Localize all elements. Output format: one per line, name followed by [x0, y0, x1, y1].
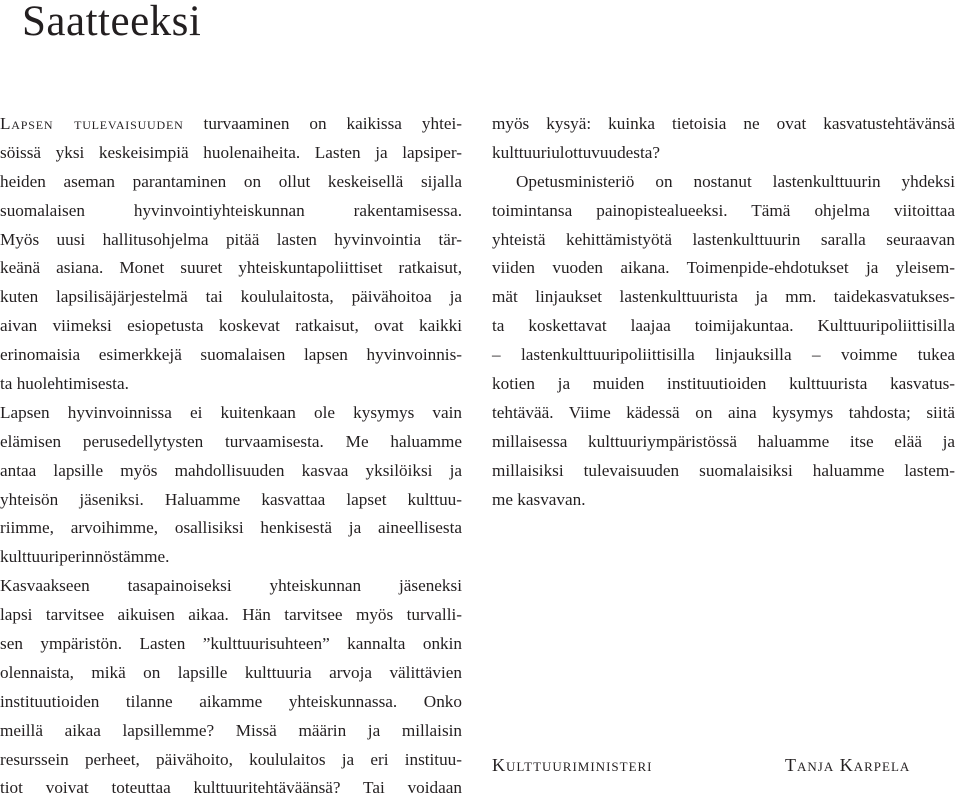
text-line: elämisen perusedellytysten turvaamisesta. Me haluamme — [0, 431, 462, 451]
text-line: Myös uusi hallitusohjelma pitää lasten hyvinvointia tär- — [0, 229, 462, 249]
text-line: heiden aseman parantaminen on ollut keskeisellä sijalla — [0, 171, 462, 191]
text-line: resurssein perheet, päivähoito, koululaitos ja eri instituu- — [0, 749, 462, 769]
text-line: kuten lapsilisäjärjestelmä tai koululaitosta, päivähoitoa ja — [0, 287, 462, 307]
text-line: Kasvaakseen tasapainoiseksi yhteiskunnan jäseneksi — [0, 576, 462, 596]
text-line: Opetusministeriö on nostanut lastenkulttuurin yhdeksi — [516, 171, 955, 191]
text-line: kotien ja muiden instituutioiden kulttuurista kasvatus- — [492, 374, 955, 394]
page-title: Saatteeksi — [22, 0, 202, 45]
text-line: meillä aikaa lapsillemme? Missä määrin ja millaisin — [0, 720, 462, 740]
text-line-rest: turvaaminen on kaikissa yhtei- — [183, 114, 462, 133]
text-line: tiot voivat toteuttaa kulttuuritehtäväänsä? Tai voidaan — [0, 778, 462, 798]
text-line: ta koskettavat laajaa toimijakuntaa. Kulttuuripoliittisilla — [492, 316, 955, 336]
text-line: tehtävää. Viime kädessä on aina kysymys tahdosta; siitä — [492, 402, 955, 422]
text-line: keänä asiana. Monet suuret yhteiskuntapoliittiset ratkaisut, — [0, 258, 462, 278]
text-line: aivan viimeksi esiopetusta koskevat ratkaisut, ovat kaikki — [0, 316, 462, 336]
text-line: yhteisön jäseniksi. Haluamme kasvattaa lapset kulttuu- — [0, 489, 462, 509]
lead-small-caps: Lapsen tulevaisuuden — [0, 114, 184, 133]
text-line: kulttuuriperinnöstämme. — [0, 547, 170, 567]
text-line: suomalaisen hyvinvointiyhteiskunnan rakentamisessa. — [0, 200, 462, 220]
text-line: viiden vuoden aikana. Toimenpide-ehdotukset ja yleisem- — [492, 258, 955, 278]
signature-role: Kulttuuriministeri — [492, 755, 653, 775]
text-line: antaa lapsille myös mahdollisuuden kasvaa yksilöiksi ja — [0, 460, 462, 480]
text-line: yhteistä kehittämistyötä lastenkulttuurin saralla seuraavan — [492, 229, 955, 249]
text-line: toimintansa painopistealueeksi. Tämä ohjelma viitoittaa — [492, 200, 955, 220]
text-line: olennaista, mikä on lapsille kulttuuria arvoja välittävien — [0, 662, 462, 682]
text-line: kulttuuriulottuvuudesta? — [492, 142, 661, 162]
text-line: mät linjaukset lastenkulttuurista ja mm. taidekasvatukses- — [492, 287, 955, 307]
text-line: millaisiksi tulevaisuuden suomalaisiksi haluamme lastem- — [492, 460, 955, 480]
text-line: sen ympäristön. Lasten ”kulttuurisuhteen” kannalta onkin — [0, 634, 462, 654]
signature-name: Tanja Karpela — [785, 755, 911, 775]
text-line: riimme, arvoihimme, osallisiksi henkisestä ja aineellisesta — [0, 518, 462, 538]
right-column — [492, 110, 955, 514]
text-line: Lapsen hyvinvoinnissa ei kuitenkaan ole kysymys vain — [0, 402, 462, 422]
text-line: me kasvavan. — [492, 489, 586, 509]
text-line: instituutioiden tilanne aikamme yhteiskunnassa. Onko — [0, 691, 462, 711]
text-line: ta huolehtimisesta. — [0, 374, 129, 394]
text-line: millaisessa kulttuuriympäristössä haluamme itse elää ja — [492, 431, 955, 451]
text-line: myös kysyä: kuinka tietoisia ne ovat kasvatustehtävänsä — [492, 114, 955, 133]
left-column — [0, 110, 462, 803]
text-line: erinomaisia esimerkkejä suomalaisen lapsen hyvinvoinnis- — [0, 345, 462, 365]
text-line — [0, 110, 462, 139]
text-line: – lastenkulttuuripoliittisilla linjauksilla – voimme tukea — [492, 345, 955, 365]
text-line: lapsi tarvitsee aikuisen aikaa. Hän tarvitsee myös turvalli- — [0, 605, 462, 625]
text-line: söissä yksi keskeisimpiä huolenaiheita. Lasten ja lapsiper- — [0, 142, 462, 162]
